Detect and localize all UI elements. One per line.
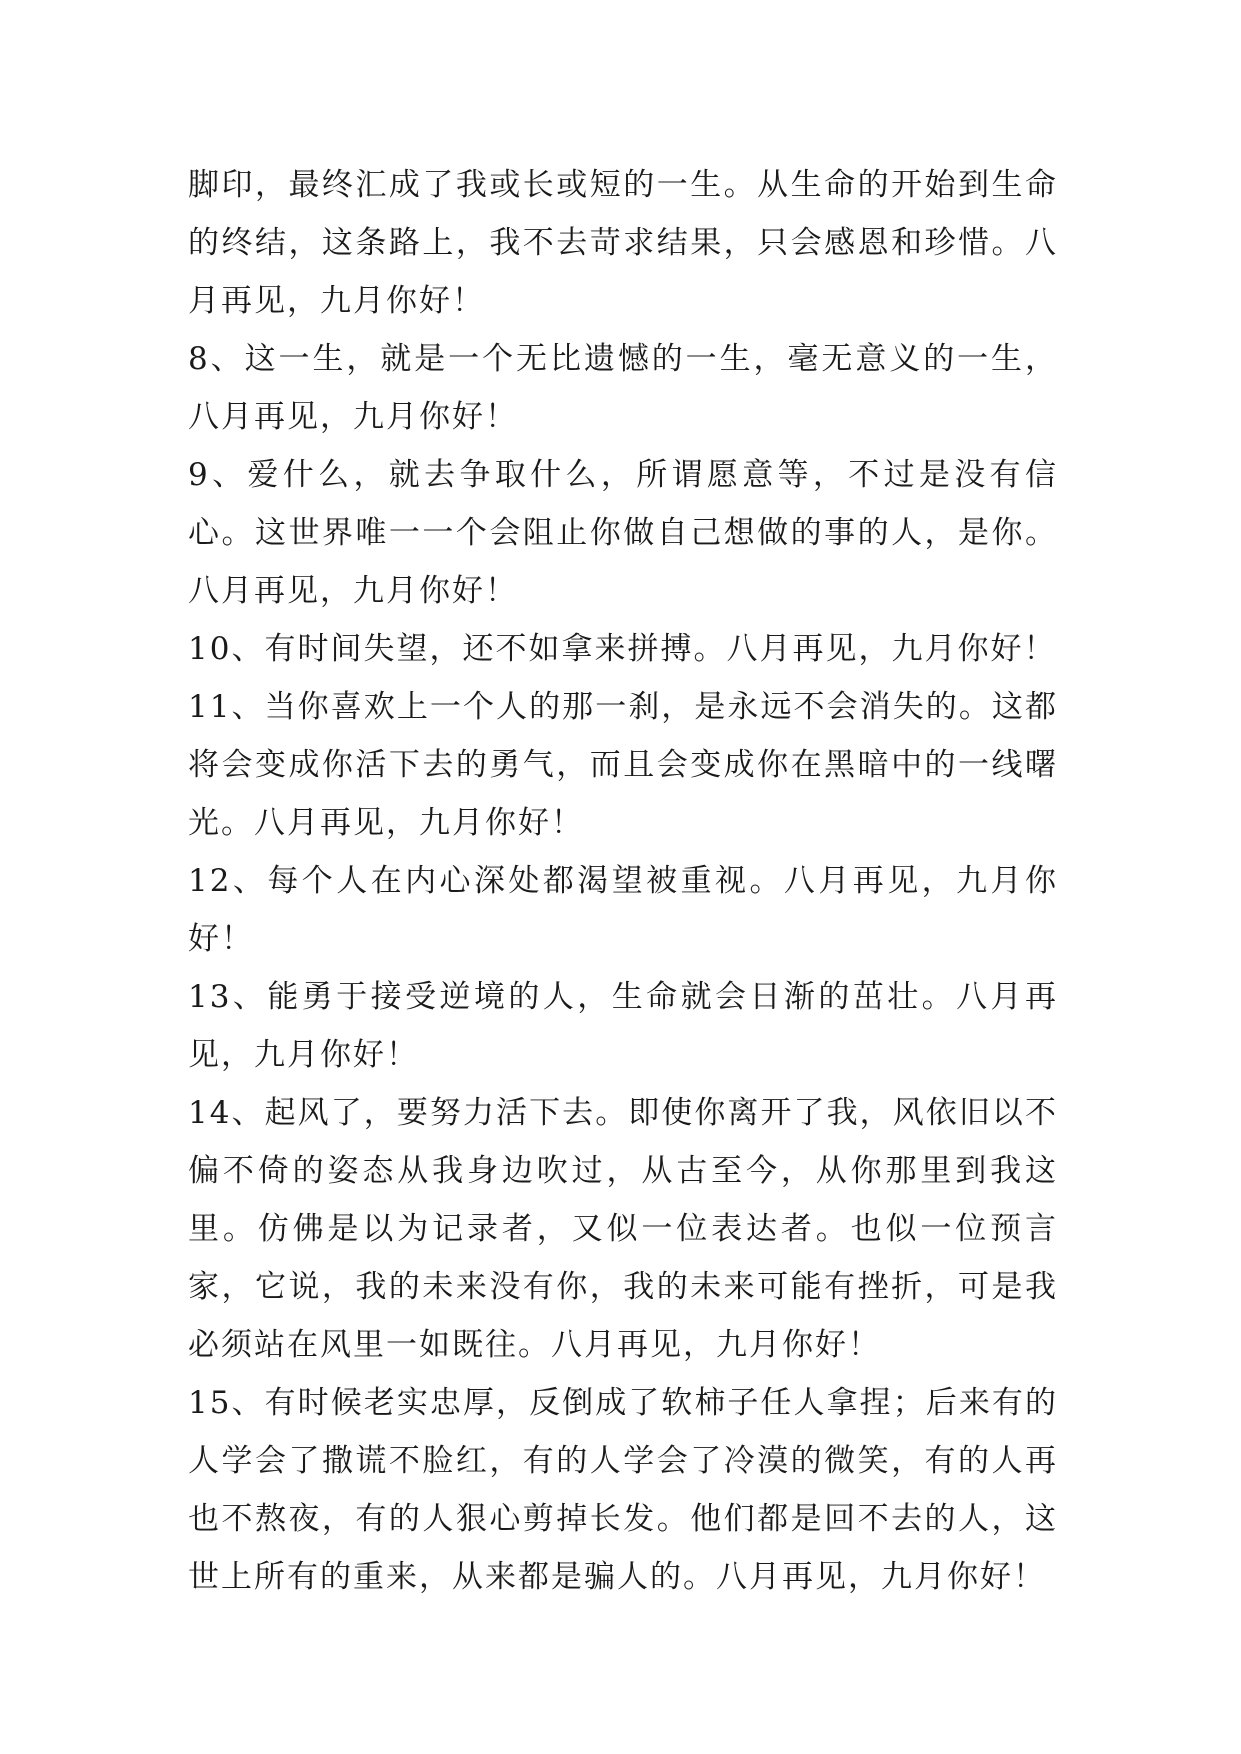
document-body [188,156,1058,1606]
paragraph-continuation: 脚印，最终汇成了我或长或短的一生。从生命的开始到生命的终结，这条路上，我不去苛求结果，只会感恩和珍惜。八月再见，九月你好！ [188,167,1058,319]
paragraph-item-14: 14、起风了，要努力活下去。即使你离开了我，风依旧以不偏不倚的姿态从我身边吹过，从古至今，从你那里到我这里。仿佛是以为记录者，又似一位表达者。也似一位预言家，它说，我的未来没有你，我的未来可能有挫折，可是我必须站在风里一如既往。八月再见，九月你好！ [188,1095,1058,1363]
paragraph-item-10: 10、有时间失望，还不如拿来拼搏。八月再见，九月你好！ [188,631,1057,667]
paragraph-item-15: 15、有时候老实忠厚，反倒成了软柿子任人拿捏；后来有的人学会了撒谎不脸红，有的人学会了冷漠的微笑，有的人再也不熬夜，有的人狠心剪掉长发。他们都是回不去的人，这世上所有的重来，从来都是骗人的。八月再见，九月你好！ [188,1385,1058,1595]
paragraph-item-8: 8、这一生，就是一个无比遗憾的一生，毫无意义的一生，八月再见，九月你好！ [188,341,1058,435]
paragraph-item-9: 9、爱什么，就去争取什么，所谓愿意等，不过是没有信心。这世界唯一一个会阻止你做自己想做的事的人，是你。八月再见，九月你好！ [188,457,1058,609]
paragraph-item-13: 13、能勇于接受逆境的人，生命就会日渐的茁壮。八月再见，九月你好！ [188,979,1058,1073]
paragraph-item-11: 11、当你喜欢上一个人的那一刹，是永远不会消失的。这都将会变成你活下去的勇气，而且会变成你在黑暗中的一线曙光。八月再见，九月你好！ [188,689,1058,841]
paragraph-item-12: 12、每个人在内心深处都渴望被重视。八月再见，九月你好！ [188,863,1058,957]
